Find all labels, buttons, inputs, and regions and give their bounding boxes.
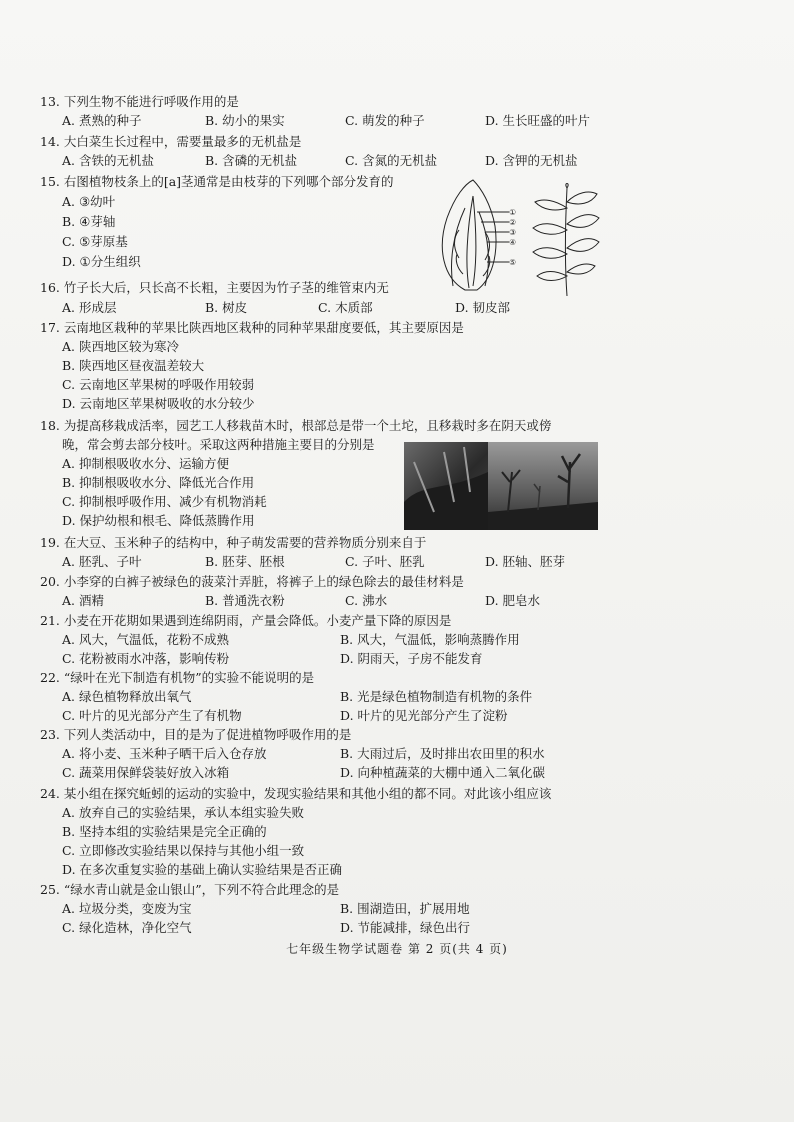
q24-stem: 24. 某小组在探究蚯蚓的运动的实验中，发现实验结果和其他小组的都不同。对此该小组应该 — [40, 786, 552, 801]
fig-label-4: ④ — [509, 238, 517, 247]
q18-option-d: D. 保护幼根和根毛、降低蒸腾作用 — [62, 513, 255, 528]
q25-option-a: A. 垃圾分类，变废为宝 — [62, 901, 192, 916]
q24-option-b: B. 坚持本组的实验结果是完全正确的 — [62, 824, 267, 839]
q25-option-b: B. 围湖造田，扩展用地 — [340, 901, 470, 916]
q17-option-c: C. 云南地区苹果树的呼吸作用较弱 — [62, 377, 255, 392]
q13-stem: 13. 下列生物不能进行呼吸作用的是 — [40, 94, 239, 109]
q14-option-c: C. 含氮的无机盐 — [345, 153, 438, 168]
bud-branch-figure — [425, 178, 605, 298]
q15-option-b: B. ④芽轴 — [62, 214, 116, 229]
page-footer: 七年级生物学试题卷 第 2 页(共 4 页) — [286, 942, 508, 956]
q15-option-d: D. ①分生组织 — [62, 254, 141, 269]
q19-stem: 19. 在大豆、玉米种子的结构中，种子萌发需要的营养物质分别来自于 — [40, 535, 427, 550]
q21-option-d: D. 阴雨天，子房不能发育 — [340, 651, 483, 666]
q21-option-c: C. 花粉被雨水冲落，影响传粉 — [62, 651, 230, 666]
q25-stem: 25. “绿水青山就是金山银山”，下列不符合此理念的是 — [40, 882, 340, 897]
q20-option-b: B. 普通洗衣粉 — [205, 593, 285, 608]
q18-stem-line1: 18. 为提高移栽成活率，园艺工人移栽苗木时，根部总是带一个土坨，且移栽时多在阴天或傍 — [40, 418, 552, 433]
q23-option-d: D. 向种植蔬菜的大棚中通入二氧化碳 — [340, 765, 546, 780]
fig-label-2: ② — [509, 218, 517, 227]
q19-option-b: B. 胚芽、胚根 — [205, 554, 285, 569]
q23-option-c: C. 蔬菜用保鲜袋装好放入冰箱 — [62, 765, 230, 780]
q21-option-b: B. 风大，气温低，影响蒸腾作用 — [340, 632, 520, 647]
q16-option-b: B. 树皮 — [205, 300, 248, 315]
q17-option-a: A. 陕西地区较为寒冷 — [62, 339, 179, 354]
q14-option-b: B. 含磷的无机盐 — [205, 153, 298, 168]
q22-stem: 22. “绿叶在光下制造有机物”的实验不能说明的是 — [40, 670, 315, 685]
q20-stem: 20. 小李穿的白裤子被绿色的菠菜汁弄脏，将裤子上的绿色除去的最佳材料是 — [40, 574, 464, 589]
fig-label-3: ③ — [509, 228, 517, 237]
q23-option-b: B. 大雨过后，及时排出农田里的积水 — [340, 746, 545, 761]
q18-option-c: C. 抑制根呼吸作用、减少有机物消耗 — [62, 494, 267, 509]
q21-option-a: A. 风大，气温低，花粉不成熟 — [62, 632, 229, 647]
q25-option-c: C. 绿化造林，净化空气 — [62, 920, 192, 935]
fig-label-5: ⑤ — [509, 258, 517, 267]
q20-option-c: C. 沸水 — [345, 593, 388, 608]
q16-option-a: A. 形成层 — [62, 300, 117, 315]
q15-option-a: A. ③幼叶 — [62, 194, 116, 209]
pruned-seedlings-photo — [488, 442, 598, 530]
q22-option-a: A. 绿色植物释放出氧气 — [62, 689, 192, 704]
q13-option-d: D. 生长旺盛的叶片 — [485, 113, 591, 128]
q17-stem: 17. 云南地区栽种的苹果比陕西地区栽种的同种苹果甜度要低，其主要原因是 — [40, 320, 464, 335]
q18-option-b: B. 抑制根吸收水分、降低光合作用 — [62, 475, 255, 490]
q19-option-d: D. 胚轴、胚芽 — [485, 554, 566, 569]
q19-option-c: C. 子叶、胚乳 — [345, 554, 425, 569]
q22-option-b: B. 光是绿色植物制造有机物的条件 — [340, 689, 533, 704]
q16-option-c: C. 木质部 — [318, 300, 373, 315]
q23-option-a: A. 将小麦、玉米种子晒干后入仓存放 — [62, 746, 267, 761]
q13-option-c: C. 萌发的种子 — [345, 113, 425, 128]
q18-stem-line2: 晚，常会剪去部分枝叶。采取这两种措施主要目的分别是 — [62, 437, 375, 452]
transplant-root-ball-photo — [404, 442, 488, 530]
q17-option-d: D. 云南地区苹果树吸收的水分较少 — [62, 396, 255, 411]
q20-option-a: A. 酒精 — [62, 593, 104, 608]
q23-stem: 23. 下列人类活动中，目的是为了促进植物呼吸作用的是 — [40, 727, 352, 742]
q22-option-d: D. 叶片的见光部分产生了淀粉 — [340, 708, 508, 723]
q19-option-a: A. 胚乳、子叶 — [62, 554, 142, 569]
q21-stem: 21. 小麦在开花期如果遇到连绵阴雨，产量会降低。小麦产量下降的原因是 — [40, 613, 452, 628]
q13-option-b: B. 幼小的果实 — [205, 113, 285, 128]
q22-option-c: C. 叶片的见光部分产生了有机物 — [62, 708, 242, 723]
q20-option-d: D. 肥皂水 — [485, 593, 541, 608]
q18-option-a: A. 抑制根吸收水分、运输方便 — [62, 456, 229, 471]
fig-label-1: ① — [509, 208, 517, 217]
q14-option-a: A. 含铁的无机盐 — [62, 153, 154, 168]
q16-option-d: D. 韧皮部 — [455, 300, 511, 315]
q15-stem: 15. 右图植物枝条上的[a]茎通常是由枝芽的下列哪个部分发育的 — [40, 174, 394, 189]
q25-option-d: D. 节能减排，绿色出行 — [340, 920, 471, 935]
q17-option-b: B. 陕西地区昼夜温差较大 — [62, 358, 205, 373]
q15-option-c: C. ⑤芽原基 — [62, 234, 128, 249]
q24-option-d: D. 在多次重复实验的基础上确认实验结果是否正确 — [62, 862, 343, 877]
q14-stem: 14. 大白菜生长过程中，需要量最多的无机盐是 — [40, 134, 302, 149]
q14-option-d: D. 含钾的无机盐 — [485, 153, 578, 168]
q24-option-a: A. 放弃自己的实验结果，承认本组实验失败 — [62, 805, 304, 820]
q24-option-c: C. 立即修改实验结果以保持与其他小组一致 — [62, 843, 305, 858]
q16-stem: 16. 竹子长大后，只长高不长粗，主要因为竹子茎的维管束内无 — [40, 280, 389, 295]
q13-option-a: A. 煮熟的种子 — [62, 113, 142, 128]
